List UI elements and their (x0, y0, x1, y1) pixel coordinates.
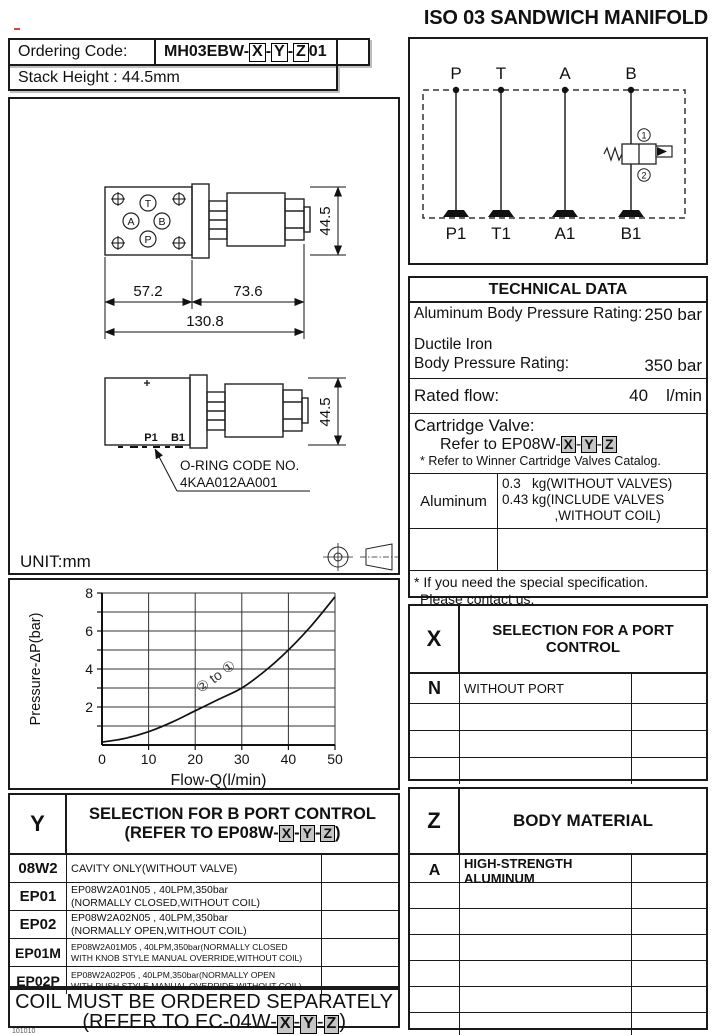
red-print-mark (14, 28, 20, 30)
schematic-label-a: A (559, 64, 571, 83)
rated-flow-unit: l/min (666, 386, 702, 405)
schematic-label-p1: P1 (445, 224, 467, 243)
unit-label: UNIT:mm (20, 552, 91, 571)
y-row-ep02 (10, 911, 398, 939)
ductile-pressure-value: 350 bar (644, 356, 702, 375)
dash: - (596, 436, 602, 453)
ductile-pressure-label (414, 336, 569, 373)
z-empty-row (410, 909, 706, 935)
rated-flow-row (410, 379, 706, 414)
x-tick-label: 10 (140, 751, 157, 767)
x-row-n (410, 674, 706, 704)
dim-44-side: 44.5 (317, 397, 334, 427)
y-row-desc: CAVITY ONLY(WITHOUT VALVE) (71, 862, 238, 875)
weight-empty-values (498, 528, 706, 570)
schematic-top-labels (450, 64, 636, 83)
cartridge-line1: Cartridge Valve: (414, 416, 535, 435)
x-row-code: N (410, 674, 460, 703)
cartridge-box-z: Z (602, 436, 617, 453)
weight-line2: 0.43 kg(INCLUDE VALVES (502, 492, 665, 508)
valve-mark-1: 1 (641, 130, 647, 141)
stack-height: Stack Height : 44.5mm (8, 66, 338, 91)
side-port-p1: P1 (144, 432, 158, 444)
schematic-label-p: P (450, 64, 462, 83)
rated-flow-label: Rated flow: (414, 386, 500, 405)
y-title-prefix: (REFER TO EP08W- (124, 824, 279, 842)
z-table-title: BODY MATERIAL (512, 811, 654, 830)
y-row-code: EP02 (10, 911, 67, 938)
z-empty-row (410, 961, 706, 987)
port-pads (443, 210, 644, 217)
y-axis-label: Pressure-ΔP(bar) (28, 612, 44, 726)
coil-box-x: X (277, 1015, 294, 1034)
rated-flow-value: 40 (629, 386, 649, 405)
x-table-key: X (410, 606, 460, 672)
coil-prefix: (REFER TO EC-04W- (82, 1011, 277, 1033)
y-row-empty-cell (322, 939, 398, 966)
z-body-material-table (408, 787, 708, 1030)
valve-mark-2: 2 (641, 170, 647, 181)
x-tick-label: 50 (327, 751, 343, 767)
ordering-box-z: Z (293, 43, 309, 62)
x-tick-label: 20 (187, 751, 203, 767)
cartridge-prefix: Refer to EP08W- (440, 436, 561, 453)
x-axis-label: Flow-Q(l/min) (170, 772, 267, 788)
ductile-pressure-row (410, 334, 706, 379)
oring-code-line2: 4KAA012AA001 (180, 475, 278, 490)
y-row-desc2: (NORMALLY OPEN,WITHOUT COIL) (71, 924, 247, 937)
y-row-desc1: EP08W2A02N05 , 40LPM,350bar (71, 912, 229, 925)
coil-note-line1: COIL MUST BE ORDERED SEPARATELY (15, 991, 393, 1013)
y-tick-label: 6 (85, 623, 93, 639)
schematic-label-t1: T1 (491, 224, 511, 243)
x-empty-row (410, 731, 706, 758)
technical-data-panel (408, 276, 708, 607)
dim-57: 57.2 (133, 283, 163, 300)
top-view-outline (105, 184, 310, 258)
y-row-code: EP01 (10, 883, 67, 910)
y-table-key: Y (10, 795, 67, 853)
cartridge-line2 (414, 436, 702, 454)
dim-44-top: 44.5 (317, 206, 334, 236)
y-row-desc2: (NORMALLY CLOSED,WITHOUT COIL) (71, 896, 261, 909)
hydraulic-schematic (410, 39, 706, 263)
technical-data-header: TECHNICAL DATA (410, 278, 706, 303)
x-row-desc: WITHOUT PORT (464, 681, 564, 696)
ordering-code-suffix: 01 (308, 43, 327, 60)
x-empty-row (410, 758, 706, 784)
z-table-key: Z (410, 789, 460, 853)
z-empty-row (410, 935, 706, 961)
z-row-desc: HIGH-STRENGTH ALUMINUM (464, 856, 573, 886)
y-row-empty-cell (322, 855, 398, 882)
dash: - (314, 824, 321, 842)
cartridge-box-y: Y (581, 436, 596, 453)
x-tick-label: 40 (280, 751, 297, 767)
dash: - (265, 43, 272, 60)
weight-table (410, 473, 706, 571)
port-t-label: T (144, 198, 152, 210)
weight-material: Aluminum (410, 474, 498, 528)
dim-130: 130.8 (186, 313, 224, 330)
weight-line3: ,WITHOUT COIL) (502, 508, 661, 524)
x-tick-label: 30 (234, 751, 250, 767)
y-tick-label: 2 (85, 699, 93, 715)
projection-symbol-icon (323, 543, 398, 571)
y-tick-label: 8 (85, 585, 93, 601)
ordering-code-table (8, 38, 370, 91)
coil-box-y: Y (300, 1015, 317, 1034)
y-table-title-line1: SELECTION FOR B PORT CONTROL (89, 805, 376, 824)
oring-groove-marks (118, 446, 183, 448)
ordering-box-x: X (249, 43, 266, 62)
z-row-code: A (410, 855, 460, 887)
y-title-box-x: X (279, 825, 294, 842)
y-row-code: EP01M (10, 939, 67, 966)
schematic-label-a1: A1 (554, 224, 576, 243)
y-row-desc2: WITH PUSH STYLE MANUAL OVERRIDE,WITHOUT COIL) (71, 980, 302, 991)
solenoid-icon (656, 146, 672, 157)
weight-line1: 0.3 kg(WITHOUT VALVES) (502, 476, 673, 491)
y-row-empty-cell (322, 911, 398, 938)
y-row-desc1: EP08W2A01M05 , 40LPM,350bar(NORMALLY CLOSED (71, 942, 288, 953)
footer-code: 101010 (12, 1028, 36, 1035)
ordering-box-y: Y (271, 43, 288, 62)
cartridge-note: * Refer to Winner Cartridge Valves Catalog. (420, 454, 661, 468)
schematic-lines (456, 90, 631, 210)
y-tick-label: 4 (85, 661, 93, 677)
port-letter-icons (123, 195, 170, 247)
spring-icon (604, 148, 622, 160)
aluminum-pressure-row (410, 303, 706, 334)
dash: - (575, 436, 582, 453)
special-note-line1: * If you need the special specification. (414, 574, 649, 590)
y-row-desc1: EP08W2A01N05 , 40LPM,350bar (71, 884, 229, 897)
z-empty-row (410, 1013, 706, 1035)
cartridge-box-x: X (561, 436, 576, 453)
schematic-label-b: B (625, 64, 637, 83)
dash: - (293, 1011, 301, 1033)
schematic-bottom-labels (446, 224, 642, 243)
dimension-drawing (10, 99, 398, 573)
port-a-label: A (127, 216, 135, 228)
dimension-drawing-panel (8, 97, 400, 575)
ductile-label-line1: Ductile Iron (414, 336, 493, 353)
y-row-code: EP02P (10, 967, 67, 994)
y-title-box-y: Y (300, 825, 315, 842)
coil-note-line2 (10, 1012, 398, 1034)
dash: - (287, 43, 294, 60)
x-empty-row (410, 704, 706, 731)
ductile-label-line2: Body Pressure Rating: (414, 354, 570, 372)
weight-empty-material (410, 528, 498, 570)
y-row-code: 08W2 (10, 855, 67, 882)
side-port-b1: B1 (170, 432, 186, 444)
dash: - (294, 824, 300, 842)
page-title: ISO 03 SANDWICH MANIFOLD (423, 7, 708, 29)
ordering-code-value (156, 38, 338, 66)
paren: ) (339, 1011, 346, 1033)
port-p-label: P (144, 234, 152, 246)
y-title-box-z: Z (320, 825, 335, 842)
dim-73: 73.6 (233, 283, 263, 300)
side-view-outline (105, 375, 308, 448)
schematic-label-t: T (495, 64, 507, 83)
aluminum-pressure-value: 250 bar (644, 305, 702, 324)
x-selection-table (408, 604, 708, 781)
flow-pressure-chart (10, 580, 398, 788)
y-row-ep01m (10, 939, 398, 967)
oring-code-line1: O-RING CODE NO. (180, 458, 300, 473)
z-empty-row (410, 883, 706, 909)
z-row-a (410, 855, 706, 886)
ordering-empty-cell (338, 38, 370, 66)
y-row-empty-cell (322, 883, 398, 910)
y-row-desc2: WITH KNOB STYLE MANUAL OVERRIDE,WITHOUT COIL) (71, 952, 303, 963)
coil-box-z: Z (324, 1015, 340, 1034)
special-note-line2: Please contact us. (420, 590, 535, 607)
y-row-desc1: EP08W2A02P05 , 40LPM,350bar(NORMALLY OPEN (71, 970, 276, 981)
x-row-empty-cell (632, 674, 706, 703)
y-row-08w2 (10, 855, 398, 883)
ordering-code-prefix: MH03EBW- (164, 43, 250, 60)
x-tick-label: 0 (98, 751, 106, 767)
curve-series-label: ② to ① (192, 656, 239, 696)
paren: ) (335, 824, 341, 842)
dash: - (316, 1011, 324, 1033)
weight-values (498, 474, 706, 528)
hydraulic-schematic-panel (408, 37, 708, 265)
z-empty-row (410, 987, 706, 1013)
y-row-ep01 (10, 883, 398, 911)
port-b-label: B (158, 216, 166, 228)
schematic-label-b1: B1 (620, 224, 642, 243)
cartridge-valve-symbol (604, 129, 672, 181)
y-table-title-line2 (124, 824, 340, 843)
ordering-code-label: Ordering Code: (8, 38, 156, 66)
x-table-title: SELECTION FOR A PORT CONTROL (492, 622, 674, 656)
aluminum-pressure-label: Aluminum Body Pressure Rating: (414, 305, 643, 322)
cartridge-valve-block (410, 414, 706, 473)
y-selection-table (8, 793, 400, 991)
flow-pressure-chart-panel (8, 578, 400, 790)
